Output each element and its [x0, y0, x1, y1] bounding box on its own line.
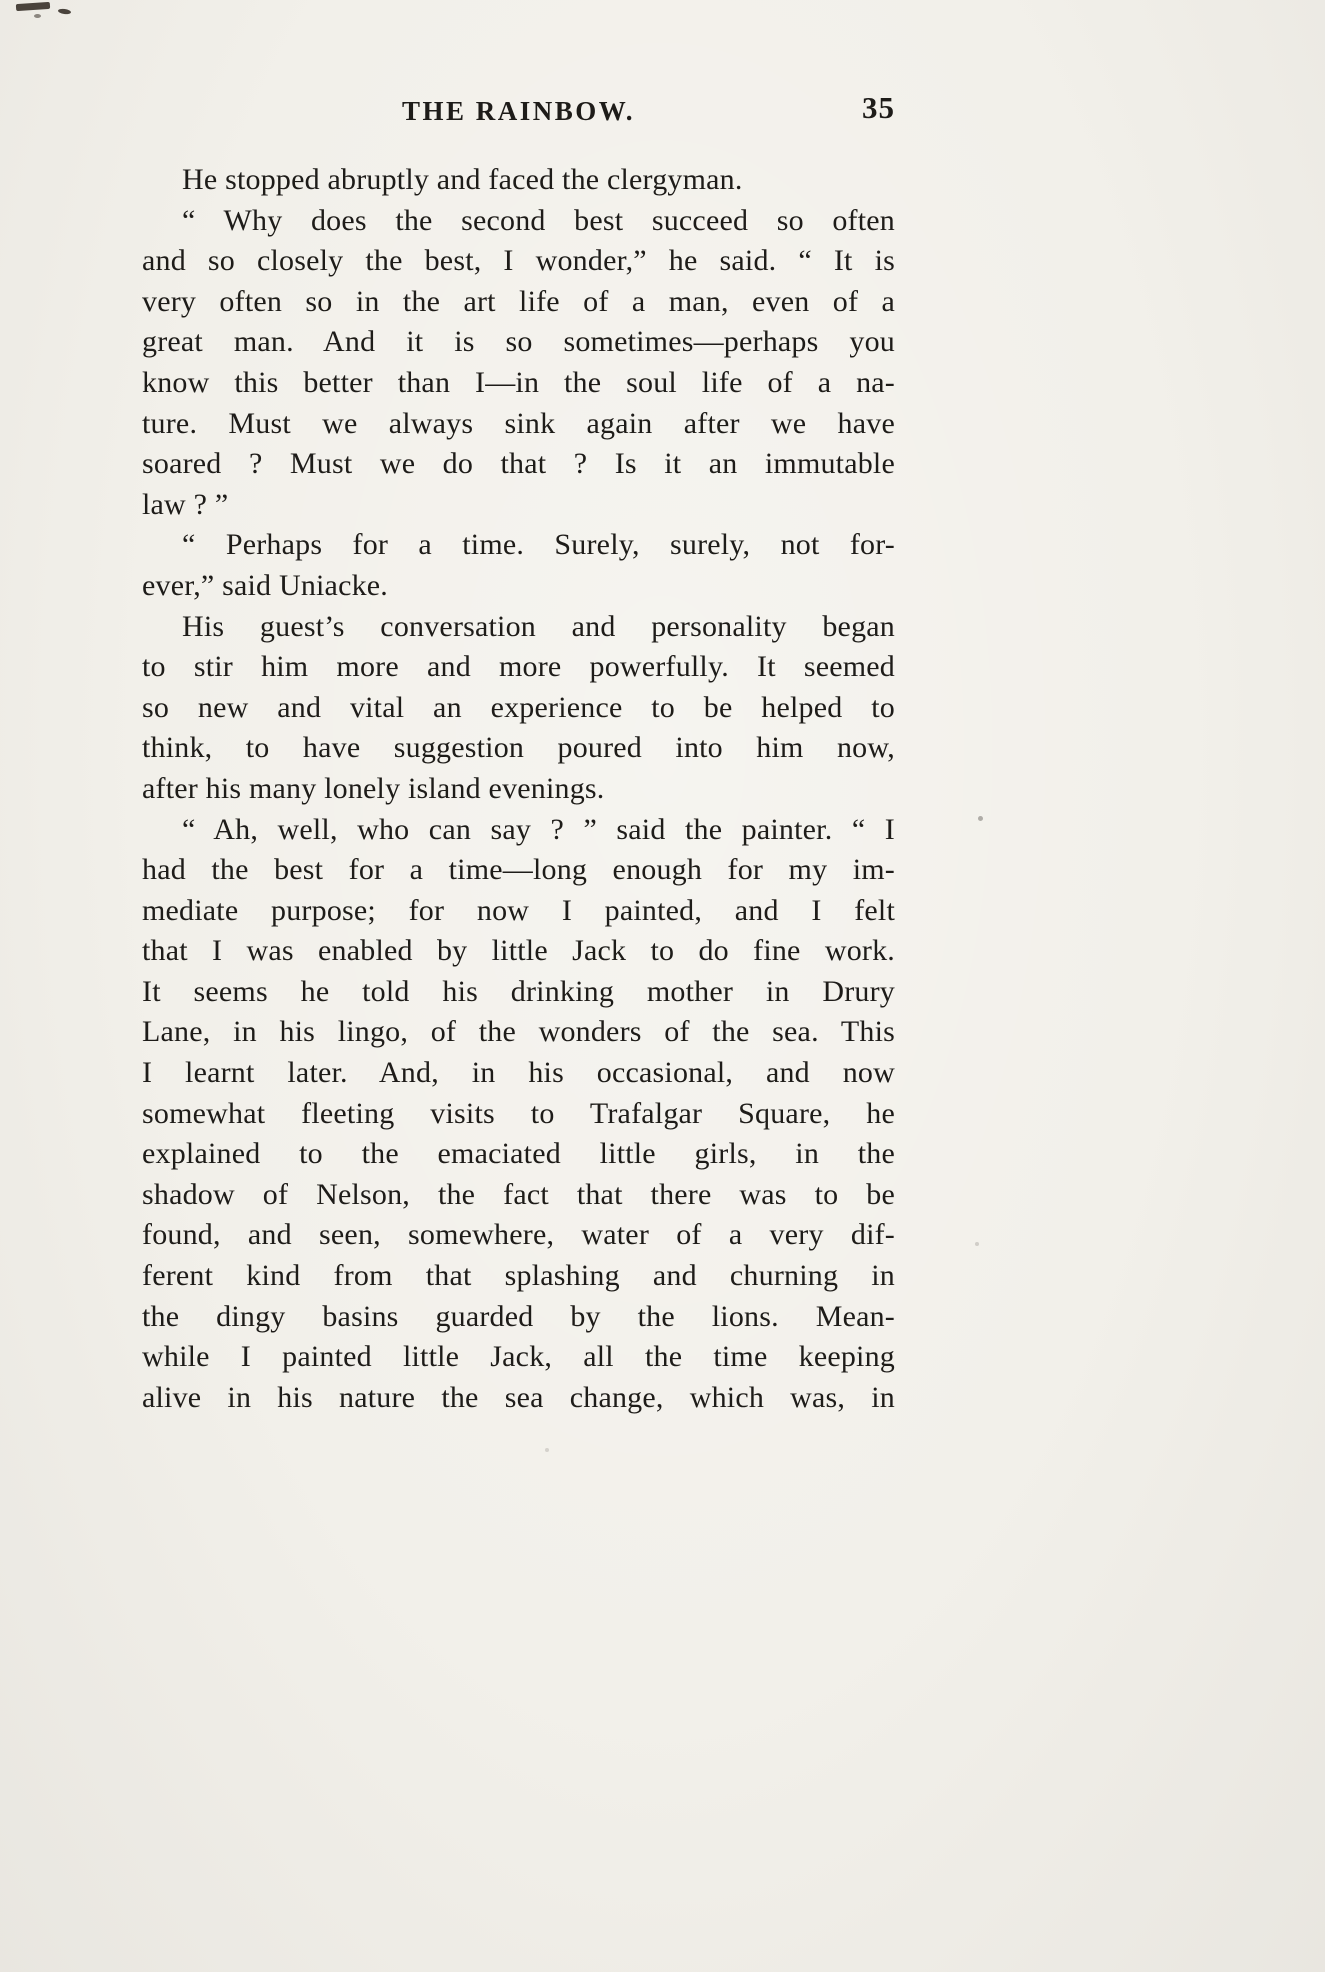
text-line: after his many lonely island evenings.	[142, 771, 605, 805]
text-column	[142, 90, 895, 1418]
text-line: that I was enabled by little Jack to do fine work.	[142, 934, 895, 968]
paragraph	[142, 810, 895, 1419]
text-line: somewhat fleeting visits to Trafalgar Square, he	[142, 1096, 895, 1130]
text-line: the dingy basins guarded by the lions. Mean-	[142, 1299, 895, 1333]
text-line: and so closely the best, I wonder,” he said. “ It is	[142, 244, 895, 278]
text-line: soared ? Must we do that ? Is it an immutable	[142, 447, 895, 481]
paragraph	[142, 525, 895, 606]
text-line: law ? ”	[142, 487, 229, 521]
text-line: mediate purpose; for now I painted, and I felt	[142, 893, 895, 927]
text-line: shadow of Nelson, the fact that there was to be	[142, 1177, 895, 1211]
scan-speck	[545, 1448, 549, 1452]
text-line: “ Perhaps for a time. Surely, surely, not for-	[182, 528, 895, 562]
paragraph	[142, 607, 895, 810]
text-line: His guest’s conversation and personality began	[182, 609, 895, 643]
text-line: alive in his nature the sea change, which was, in	[142, 1380, 895, 1414]
text-line: to stir him more and more powerfully. It seemed	[142, 650, 895, 684]
paragraph	[142, 201, 895, 526]
text-line: “ Why does the second best succeed so often	[182, 203, 895, 237]
text-line: very often so in the art life of a man, even of a	[142, 284, 895, 318]
page-number: 35	[862, 90, 895, 125]
text-line: ferent kind from that splashing and churning in	[142, 1259, 895, 1293]
scan-artifact	[34, 14, 41, 18]
running-title: THE RAINBOW.	[401, 96, 636, 126]
paragraph	[142, 160, 895, 201]
text-line: great man. And it is so sometimes—perhaps you	[142, 325, 895, 359]
text-line: had the best for a time—long enough for my im-	[142, 853, 895, 887]
text-line: while I painted little Jack, all the time keeping	[142, 1340, 895, 1374]
page-header	[142, 90, 895, 138]
text-line: It seems he told his drinking mother in Drury	[142, 974, 895, 1008]
text-line: I learnt later. And, in his occasional, and now	[142, 1056, 895, 1090]
text-line: know this better than I—in the soul life of a na-	[142, 365, 895, 399]
text-line: ture. Must we always sink again after we have	[142, 406, 895, 440]
scan-artifact	[16, 2, 50, 11]
text-line: found, and seen, somewhere, water of a very dif-	[142, 1218, 895, 1252]
page-body	[142, 160, 895, 1418]
text-line: He stopped abruptly and faced the clergyman.	[182, 163, 743, 196]
text-line: Lane, in his lingo, of the wonders of the sea. This	[142, 1015, 895, 1049]
text-line: “ Ah, well, who can say ? ” said the painter. “ I	[182, 812, 895, 846]
text-line: explained to the emaciated little girls, in the	[142, 1137, 895, 1171]
text-line: think, to have suggestion poured into him now,	[142, 731, 895, 765]
text-line: so new and vital an experience to be helped to	[142, 690, 895, 724]
text-line: ever,” said Uniacke.	[142, 568, 389, 602]
scan-speck	[975, 1242, 979, 1246]
scan-artifact	[58, 8, 72, 15]
scan-speck	[978, 816, 983, 821]
